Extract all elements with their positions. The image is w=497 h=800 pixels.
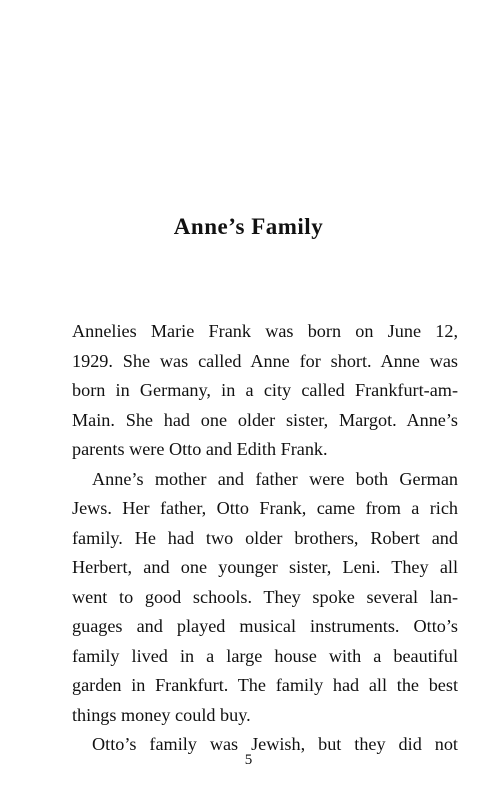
chapter-title: Anne’s Family	[173, 214, 324, 239]
text-line: went to good schools. They spoke several lan-	[72, 586, 458, 607]
paragraph-1	[72, 317, 497, 465]
text-line: parents were Otto and Edith Frank.	[72, 439, 328, 459]
text-line: family. He had two older brothers, Robert and	[72, 527, 458, 548]
text-line: Otto’s family was Jewish, but they did not	[92, 734, 458, 754]
page-number: 5	[244, 752, 253, 768]
text-line: Annelies Marie Frank was born on June 12,	[72, 321, 458, 341]
paragraph-2	[72, 465, 497, 731]
chapter-body	[72, 317, 497, 760]
text-line: born in Germany, in a city called Frankfurt-am-	[72, 380, 458, 400]
text-line: garden in Frankfurt. The family had all the best	[72, 675, 458, 695]
text-line: Herbert, and one younger sister, Leni. They all	[72, 557, 458, 577]
text-line: things money could buy.	[72, 704, 251, 725]
text-line: guages and played musical instruments. Otto’s	[72, 616, 458, 636]
text-line: Jews. Her father, Otto Frank, came from a rich	[72, 498, 458, 518]
text-line: 1929. She was called Anne for short. Anne was	[72, 350, 458, 371]
text-line: Main. She had one older sister, Margot. Anne’s	[72, 409, 458, 430]
text-line: Anne’s mother and father were both German	[92, 468, 458, 489]
text-line: family lived in a large house with a beautiful	[72, 645, 458, 666]
